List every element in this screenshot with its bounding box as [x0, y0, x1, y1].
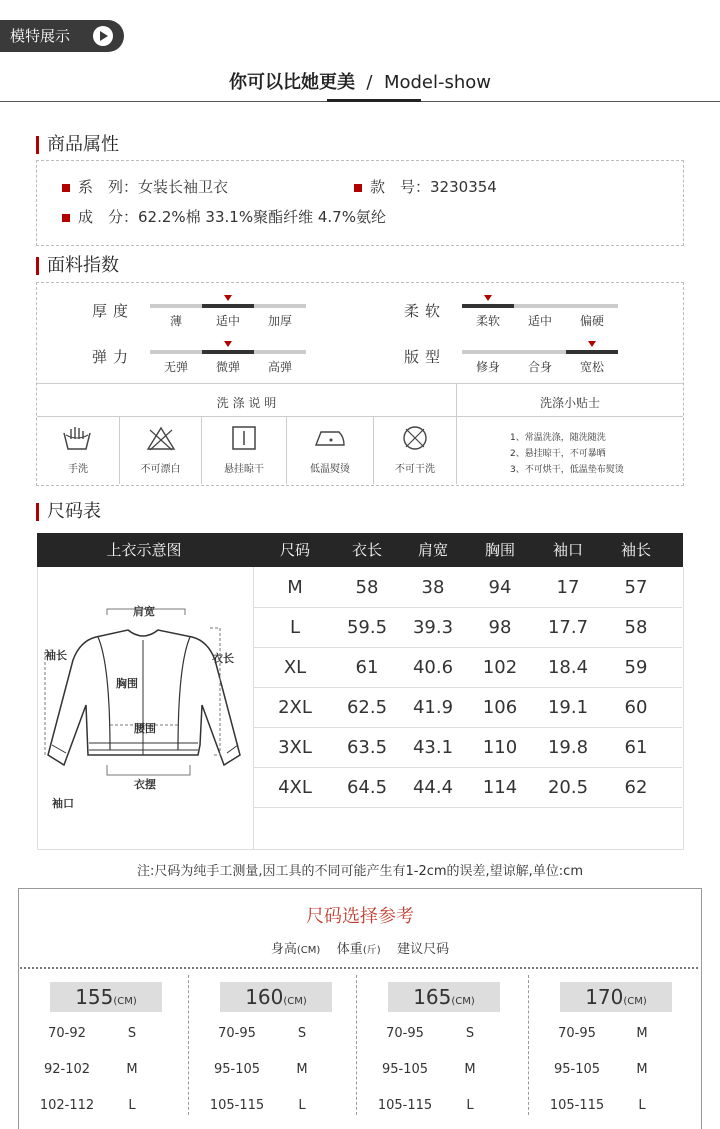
table-cell: 114	[482, 777, 518, 798]
suggested-size: S	[127, 1026, 137, 1041]
fabric-index-tick: 宽松	[579, 360, 604, 374]
wash-tip: 1、常温洗涤，随洗随洗	[510, 433, 606, 443]
table-cell: 102	[482, 657, 518, 678]
reference-divider	[20, 967, 698, 969]
height-unit: (CM)	[113, 996, 137, 1007]
table-cell: 60	[624, 697, 648, 718]
suggested-size: M	[126, 1062, 138, 1077]
height-unit: (CM)	[451, 996, 475, 1007]
weight-range: 102-112	[39, 1098, 95, 1113]
table-cell: L	[289, 617, 301, 638]
diagram-label-chest: 胸围	[116, 677, 138, 690]
table-cell: 106	[482, 697, 518, 718]
diagram-header: 上衣示意图	[106, 541, 182, 559]
table-cell: 57	[624, 577, 648, 598]
suggested-size: L	[466, 1098, 474, 1113]
fabric-index-label: 厚度	[92, 302, 135, 320]
group-divider	[528, 975, 529, 1115]
fabric-index-scale	[150, 350, 306, 354]
table-cell: 59.5	[346, 617, 388, 638]
table-cell: 38	[421, 577, 445, 598]
fabric-index-selected	[566, 350, 618, 354]
height-unit: (CM)	[623, 996, 647, 1007]
height-box	[388, 982, 500, 1012]
table-cell: 4XL	[278, 777, 312, 798]
wash-item-no-bleach	[120, 417, 201, 484]
fabric-divider	[37, 383, 683, 384]
size-reference-title: 尺码选择参考	[306, 906, 414, 927]
fabric-index-label: 弹力	[92, 348, 135, 366]
height-value: 165	[413, 985, 452, 1009]
column-header: 衣长	[351, 541, 382, 559]
table-cell: 43.1	[412, 737, 454, 758]
attr-composition	[62, 206, 386, 227]
suggested-size: M	[636, 1062, 648, 1077]
attr-series-value: 女装长袖卫衣	[138, 178, 229, 196]
bullet-icon	[62, 184, 70, 192]
fabric-index-tick: 修身	[475, 360, 500, 374]
page-subtitle	[0, 68, 720, 94]
wash-tips	[510, 430, 624, 478]
fabric-index-selected	[202, 304, 254, 308]
suggested-size: M	[636, 1026, 648, 1041]
suggested-size: L	[638, 1098, 646, 1113]
table-cell: 62	[624, 777, 648, 798]
legend-weight-unit: (斤)	[362, 945, 381, 956]
size-reference-legend	[0, 938, 720, 957]
wash-label: 不可干洗	[395, 464, 435, 475]
wash-item-no-dryclean	[374, 417, 456, 484]
fabric-index-tick: 柔软	[475, 314, 500, 328]
legend-height-unit: (CM)	[296, 945, 321, 956]
size-table-header	[37, 533, 683, 567]
height-value: 160	[245, 985, 284, 1009]
group-divider	[356, 975, 357, 1115]
table-cell: 63.5	[346, 737, 388, 758]
table-cell: 62.5	[346, 697, 388, 718]
hand-wash-icon	[62, 425, 92, 451]
wash-icons-row	[37, 417, 456, 484]
weight-range: 70-95	[218, 1026, 256, 1041]
column-header: 尺码	[279, 541, 310, 559]
table-cell: 41.9	[412, 697, 454, 718]
table-cell: 19.1	[547, 697, 589, 718]
table-cell: 18.4	[547, 657, 589, 678]
suggested-size: M	[296, 1062, 308, 1077]
fabric-index-scale	[462, 304, 618, 308]
weight-range: 70-95	[558, 1026, 596, 1041]
attr-composition-value: 62.2%棉 33.1%聚酯纤维 4.7%氨纶	[138, 208, 386, 226]
legend-weight: 体重	[336, 942, 363, 957]
wash-title: 洗 涤 说 明	[216, 396, 277, 410]
play-icon[interactable]	[93, 26, 113, 46]
diagram-label-cuff: 袖口	[52, 797, 74, 810]
table-cell: M	[287, 577, 303, 598]
diagram-label-length: 衣长	[212, 652, 234, 665]
low-iron-icon	[313, 427, 347, 449]
height-box	[220, 982, 332, 1012]
selected-marker-icon	[224, 341, 232, 347]
model-show-tab-label: 模特展示	[10, 27, 71, 45]
height-value: 155	[75, 985, 114, 1009]
fabric-index-label: 版型	[404, 348, 447, 366]
table-cell: 39.3	[412, 617, 454, 638]
column-header: 袖口	[552, 541, 583, 559]
wash-label: 低温熨烫	[310, 464, 350, 475]
fabric-index-tick: 加厚	[267, 314, 292, 328]
fabric-index-tick: 合身	[527, 360, 552, 374]
subtitle-en: Model-show	[383, 72, 492, 93]
table-cell: XL	[283, 657, 307, 678]
table-cell: 3XL	[278, 737, 312, 758]
fabric-index-tick: 适中	[527, 314, 552, 328]
no-bleach-icon	[146, 425, 176, 451]
legend-suggest: 建议尺码	[397, 942, 450, 957]
no-dry-clean-icon	[401, 424, 429, 452]
fabric-index-scale	[150, 304, 306, 308]
table-cell: 58	[355, 577, 379, 598]
table-cell: 20.5	[547, 777, 589, 798]
weight-range: 105-115	[549, 1098, 605, 1113]
column-header: 胸围	[484, 541, 515, 559]
wash-label: 悬挂晾干	[224, 464, 264, 475]
size-note: 注:尺码为纯手工测量,因工具的不同可能产生有1-2cm的误差,望谅解,单位:cm	[136, 864, 583, 879]
selected-marker-icon	[484, 295, 492, 301]
table-cell: 58	[624, 617, 648, 638]
table-cell: 59	[624, 657, 648, 678]
diagram-label-waist: 腰围	[134, 722, 156, 735]
wash-tip: 2、悬挂晾干，不可暴晒	[510, 449, 606, 459]
wash-label: 手洗	[68, 464, 88, 475]
size-table-title: 尺码表	[36, 503, 101, 521]
table-cell: 17	[556, 577, 580, 598]
height-value: 170	[585, 985, 624, 1009]
table-cell: 64.5	[346, 777, 388, 798]
fabric-index-tick: 高弹	[267, 360, 292, 374]
table-cell: 17.7	[547, 617, 589, 638]
attr-series	[62, 176, 228, 197]
wash-item-handwash	[37, 417, 119, 484]
wash-item-hang-dry	[202, 417, 286, 484]
height-box	[560, 982, 672, 1012]
attr-style	[354, 176, 497, 197]
tips-title: 洗涤小贴士	[539, 396, 600, 410]
table-cell: 19.8	[547, 737, 589, 758]
suggested-size: S	[297, 1026, 307, 1041]
weight-range: 95-105	[553, 1062, 601, 1077]
attributes-box	[36, 160, 684, 246]
table-cell: 44.4	[412, 777, 454, 798]
weight-range: 92-102	[43, 1062, 91, 1077]
diagram-label-shoulder: 肩宽	[133, 605, 155, 618]
column-header: 肩宽	[417, 541, 448, 559]
subtitle-separator: /	[366, 72, 373, 93]
table-cell: 2XL	[278, 697, 312, 718]
group-divider	[188, 975, 189, 1115]
weight-range: 95-105	[213, 1062, 261, 1077]
fabric-title: 面料指数	[36, 257, 119, 275]
attr-style-value: 3230354	[430, 178, 497, 196]
diagram-label-hem: 衣摆	[134, 778, 156, 791]
attr-style-label: 款 号：	[370, 178, 431, 196]
height-unit: (CM)	[283, 996, 307, 1007]
wash-item-low-iron	[287, 417, 373, 484]
selected-marker-icon	[588, 341, 596, 347]
suggested-size: L	[128, 1098, 136, 1113]
fabric-index-scale	[462, 350, 618, 354]
fabric-index-tick: 适中	[215, 314, 240, 328]
weight-range: 95-105	[381, 1062, 429, 1077]
fabric-index-selected	[462, 304, 514, 308]
subtitle-cn: 你可以比她更美	[228, 72, 355, 93]
bullet-icon	[354, 184, 362, 192]
table-cell: 98	[488, 617, 512, 638]
wash-tip: 3、不可烘干，低温垫布熨烫	[510, 465, 624, 475]
weight-range: 105-115	[377, 1098, 433, 1113]
table-cell: 110	[482, 737, 518, 758]
header-divider-accent	[327, 99, 421, 102]
table-cell: 94	[488, 577, 512, 598]
model-show-tab[interactable]	[0, 20, 124, 52]
suggested-size: S	[465, 1026, 475, 1041]
fabric-index-tick: 微弹	[215, 360, 240, 374]
table-cell: 61	[624, 737, 648, 758]
fabric-index-tick: 偏硬	[579, 314, 604, 328]
weight-range: 70-92	[48, 1026, 86, 1041]
diagram-label-sleeve: 袖长	[45, 649, 67, 662]
fabric-index-label: 柔软	[404, 302, 447, 320]
table-cell: 40.6	[412, 657, 454, 678]
row-divider	[254, 807, 682, 808]
suggested-size: L	[298, 1098, 306, 1113]
fabric-index-selected	[202, 350, 254, 354]
attributes-title: 商品属性	[36, 136, 119, 154]
fabric-index-tick: 无弹	[163, 360, 188, 374]
table-cell: 61	[355, 657, 379, 678]
wash-label: 不可漂白	[140, 464, 181, 475]
hang-dry-icon	[231, 425, 257, 451]
suggested-size: M	[464, 1062, 476, 1077]
attr-series-label: 系 列：	[78, 178, 139, 196]
legend-height: 身高	[270, 942, 297, 957]
attr-composition-label: 成 分：	[78, 208, 139, 226]
weight-range: 70-95	[386, 1026, 424, 1041]
selected-marker-icon	[224, 295, 232, 301]
fabric-index-tick: 薄	[169, 314, 182, 328]
bullet-icon	[62, 214, 70, 222]
column-header: 袖长	[620, 541, 651, 559]
height-box	[50, 982, 162, 1012]
weight-range: 105-115	[209, 1098, 265, 1113]
